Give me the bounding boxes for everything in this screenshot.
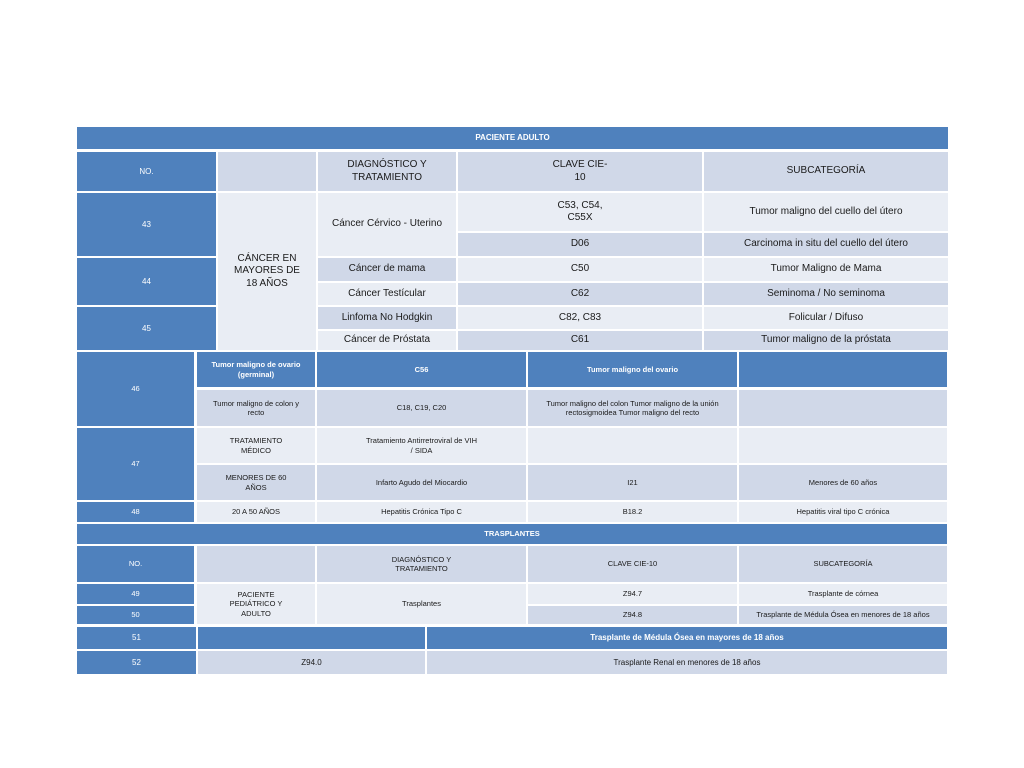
group-tratamiento-medico: TRATAMIENTO MÉDICO: [197, 428, 315, 463]
blank-47a-sub: [739, 428, 947, 463]
header-blank: [218, 152, 316, 191]
clave-i21: I21: [528, 465, 737, 500]
clave-z94-7: Z94.7: [528, 584, 737, 604]
row-number-43: 43: [77, 193, 216, 256]
group-cancer-adultos: CÁNCER EN MAYORES DE 18 AÑOS: [218, 193, 316, 350]
sub-cornea: Trasplante de córnea: [739, 584, 947, 604]
header-diagnostico: DIAGNÓSTICO Y TRATAMIENTO: [318, 152, 456, 191]
group-20-50: 20 A 50 AÑOS: [197, 502, 315, 522]
clave-b18: B18.2: [528, 502, 737, 522]
clave-c82: C82, C83: [458, 307, 702, 329]
trasplantes-header-diagnostico: DIAGNÓSTICO Y TRATAMIENTO: [317, 546, 526, 582]
clave-c18: C18, C19, C20: [317, 390, 526, 426]
clave-d06: D06: [458, 233, 702, 256]
row-number-48: 48: [77, 502, 194, 522]
trasplantes-header-blank: [197, 546, 315, 582]
row-number-45: 45: [77, 307, 216, 350]
trasplantes-header-clave: CLAVE CIE-10: [528, 546, 737, 582]
sub-seminoma: Seminoma / No seminoma: [704, 283, 948, 305]
blank-47a-clave: [528, 428, 737, 463]
diag-mama: Cáncer de mama: [318, 258, 456, 281]
row-number-50: 50: [77, 606, 194, 624]
clave-c61: C61: [458, 331, 702, 350]
header-no: NO.: [77, 152, 216, 191]
row-number-44: 44: [77, 258, 216, 305]
diag-colon-recto: Tumor maligno de colon y recto: [197, 390, 315, 426]
diag-antirretroviral: Tratamiento Antirretroviral de VIH / SIDA: [317, 428, 526, 463]
sub-folicular: Folicular / Difuso: [704, 307, 948, 329]
diag-ovario: Tumor maligno de ovario (germinal): [197, 352, 315, 387]
clave-c50: C50: [458, 258, 702, 281]
row-number-51: 51: [77, 627, 196, 649]
diag-infarto: Infarto Agudo del Miocardio: [317, 465, 526, 500]
sub-menores-60: Menores de 60 años: [739, 465, 947, 500]
sub-ovario: Tumor maligno del ovario: [528, 352, 737, 387]
diag-prostata: Cáncer de Próstata: [318, 331, 456, 350]
sub-prostata: Tumor maligno de la próstata: [704, 331, 948, 350]
sub-cuello-utero: Tumor maligno del cuello del útero: [704, 193, 948, 231]
trasplantes-header-sub: SUBCATEGORÍA: [739, 546, 947, 582]
diag-trasplantes: Trasplantes: [317, 584, 526, 624]
row-number-49: 49: [77, 584, 194, 604]
row-number-52: 52: [77, 651, 196, 674]
diag-hepatitis: Hepatitis Crónica Tipo C: [317, 502, 526, 522]
sub-renal-menores: Trasplante Renal en menores de 18 años: [427, 651, 947, 674]
group-menores-60: MENORES DE 60 AÑOS: [197, 465, 315, 500]
diag-testicular: Cáncer Testícular: [318, 283, 456, 305]
row-number-47: 47: [77, 428, 194, 500]
row-number-46: 46: [77, 352, 194, 426]
sub-mama: Tumor Maligno de Mama: [704, 258, 948, 281]
sub-carcinoma-in-situ: Carcinoma in situ del cuello del útero: [704, 233, 948, 256]
sub-medula-menores: Trasplante de Médula Ósea en menores de 18 años: [739, 606, 947, 624]
sub-colon: Tumor maligno del colon Tumor maligno de la unión rectosigmoidea Tumor maligno del recto: [528, 390, 737, 426]
blank-46b: [739, 390, 947, 426]
section-title-adult: PACIENTE ADULTO: [77, 127, 948, 149]
sub-hepatitis: Hepatitis viral tipo C crónica: [739, 502, 947, 522]
diag-cervico-uterino: Cáncer Cérvico - Uterino: [318, 193, 456, 256]
sub-medula-mayores: Trasplante de Médula Ósea en mayores de 18 años: [427, 627, 947, 649]
header-subcategoria: SUBCATEGORÍA: [704, 152, 948, 191]
clave-z94-8: Z94.8: [528, 606, 737, 624]
trasplantes-header-no: NO.: [77, 546, 194, 582]
section-title-trasplantes: TRASPLANTES: [77, 524, 947, 544]
diag-linfoma: Linfoma No Hodgkin: [318, 307, 456, 329]
header-clave: CLAVE CIE-10: [458, 152, 702, 191]
clave-c56: C56: [317, 352, 526, 387]
clave-z94-0: Z94.0: [198, 651, 425, 674]
clave-c62: C62: [458, 283, 702, 305]
clave-51: [198, 627, 425, 649]
blank-46a: [739, 352, 947, 387]
group-pediatrico-adulto: PACIENTE PEDIÁTRICO Y ADULTO: [197, 584, 315, 624]
clave-c53: C53, C54, C55X: [458, 193, 702, 231]
